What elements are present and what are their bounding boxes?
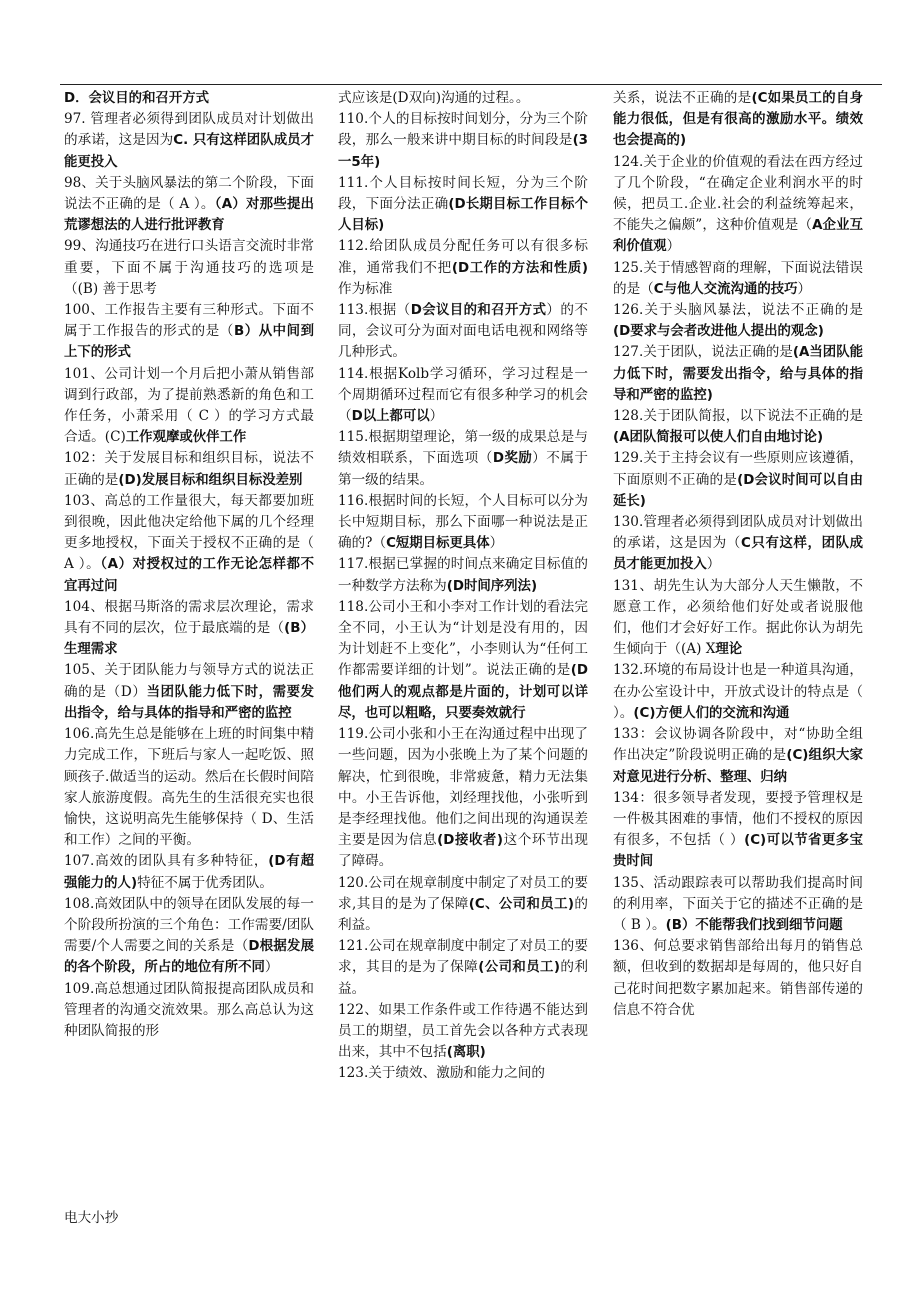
question-text: 107.高效的团队具有多种特征，	[64, 853, 269, 870]
question-text: 的利益。	[338, 895, 588, 933]
answer-text: (C)组织大家对意见进行分析、整理、归纳	[613, 748, 863, 785]
question-text: 115.根据期望理论，第一级的成果总是与绩效相联系，下面选项（	[338, 429, 588, 467]
answer-text: C只有这样，团队成员才能更加投入	[613, 536, 864, 573]
question-text: 113.根据（	[338, 302, 411, 319]
question-item	[64, 236, 314, 300]
answer-text: （A）对那些提出荒谬想法的人进行批评教育	[64, 197, 314, 234]
question-text: ）	[666, 238, 681, 255]
question-text: 120.公司在规章制度中制定了对员工的要求,其目的是为了保障	[338, 874, 588, 912]
question-item	[613, 660, 863, 724]
question-item	[64, 491, 314, 597]
question-text: ）	[264, 959, 279, 976]
question-text: ）	[489, 535, 504, 552]
question-item	[613, 258, 863, 300]
question-text: ）	[706, 556, 721, 573]
answer-text: (A当团队能力低下时，需要发出指令，给与具体的指导和严密的监控)	[613, 345, 863, 403]
question-item	[613, 788, 863, 873]
question-item	[338, 724, 588, 872]
question-text: 129.关于主持会议有一些原则应该遵循，下面原则不正确的是	[613, 450, 863, 488]
question-text: 119.公司小张和小王在沟通过程中出现了一些问题，因为小张晚上为了某个问题的解决，忙到很晚，非常疲惫，精力无法集中。小王告诉他，刘经理找他，小张听到是李经理找他。他们之间出现的沟通误差主要是因为信息	[338, 726, 588, 849]
question-text: 124.关于企业的价值观的看法在西方经过了几个阶段，“在确定企业利润水平的时候，把员工.企业.社会的利益统筹起来，不能失之偏颇”，这种价值观是（	[613, 153, 863, 234]
answer-text: (离职)	[446, 1045, 486, 1061]
question-item	[64, 173, 314, 237]
answer-text: 当团队能力低下时，需要发出指令，给与具体的指导和严密的监控	[64, 684, 315, 721]
question-item	[613, 88, 863, 152]
question-item	[338, 597, 588, 724]
question-text: 131、胡先生认为大部分人天生懒散，不愿意工作，必须给他们好处或者说服他们，他们才会好好工作。据此你认为胡先生倾向于（(A) X	[613, 577, 863, 658]
question-text: 116.根据时间的长短，个人目标可以分为长中短期目标，那么下面哪一种说法是正确的?（	[338, 492, 588, 552]
answer-text: B）从中间到上下的形式	[64, 324, 314, 361]
answer-text: (3一5年)	[338, 133, 588, 170]
answer-text: (C、公司和员工)	[468, 896, 574, 912]
question-text: 133：会议协调各阶段中，对“协助全组作出决定”阶段说明正确的是	[613, 726, 863, 764]
question-item	[338, 364, 588, 428]
footer-text: 电大小抄	[64, 1210, 119, 1226]
question-item	[338, 936, 588, 1000]
question-text: 109.高总想通过团队简报提高团队成员和管理者的沟通交流效果。那么高总认为这种团队简报的形	[64, 980, 314, 1039]
question-text: 117.根据已掌握的时间点来确定目标值的一种数学方法称为	[338, 556, 588, 594]
question-item	[64, 660, 314, 724]
question-text: 135、活动跟踪表可以帮助我们提高时间的利用率，下面关于它的描述不正确的是（ B ）。	[613, 874, 863, 933]
answer-text: (D有超强能力的人)	[64, 854, 314, 891]
question-item	[64, 88, 314, 109]
question-text: 136、何总要求销售部给出每月的销售总额，但收到的数据却是每周的，他只好自己花时间把数字累加起来。销售部传递的信息不符合优	[613, 938, 863, 1018]
question-item	[64, 300, 314, 364]
question-item	[613, 576, 863, 661]
question-text: 112.给团队成员分配任务可以有很多标准，通常我们不把	[338, 238, 588, 276]
answer-text: D．会议目的和召开方式	[64, 91, 210, 106]
question-text: 102：关于发展目标和组织目标，说法不正确的是	[64, 450, 314, 488]
question-item	[64, 448, 314, 490]
column-1	[64, 88, 314, 1042]
answer-text: D以上都可以	[351, 409, 430, 425]
column-3	[613, 88, 863, 1021]
question-item	[613, 936, 863, 1021]
question-text: 101、公司计划一个月后把小萧从销售部调到行政部，为了提前熟悉新的角色和工作任务，小萧采用（ C ）的学习方式最合适。(C)	[64, 365, 314, 446]
question-text: 103、高总的工作量很大，每天都要加班到很晚，因此他决定给他下属的几个经理更多地授权，下面关于授权不正确的是（ A ）。	[64, 492, 314, 573]
question-text: 111.个人目标按时间长短，分为三个阶段，下面分法正确	[338, 174, 588, 213]
question-text: ）不属于第一级的结果。	[338, 450, 589, 488]
answer-text: D根据发展的各个阶段，所占的地位有所不同	[64, 939, 314, 976]
answer-text: (D长期目标工作目标个人目标)	[338, 197, 588, 234]
answer-text: (C)方便人们的交流和沟通	[633, 705, 790, 721]
question-text: 这个环节出现了障碍。	[338, 832, 589, 870]
answer-text: (D时间序列法)	[446, 578, 538, 594]
answer-text: (D要求与会者改进他人提出的观念)	[613, 324, 824, 340]
answer-text: D奖励	[492, 451, 533, 467]
answer-text: 理论	[715, 642, 743, 658]
question-item	[64, 364, 314, 449]
question-item	[338, 554, 588, 596]
question-text: 105、关于团队能力与领导方式的说法正确的是（D）	[64, 662, 314, 700]
answer-text: (A团队简报可以使人们自由地讨论)	[613, 430, 824, 446]
question-text: 114.根据Kolb学习循环，学习过程是一个周期循环过程而它有很多种学习的机会（	[338, 365, 588, 425]
question-item	[613, 300, 863, 342]
question-text: 97. 管理者必须得到团队成员对计划做出的承诺，这是因为	[64, 111, 314, 149]
answer-text: (C如果员工的自身能力很低，但是有很高的激励水平。绩效也会提高的)	[613, 91, 863, 149]
answer-text: (B）不能帮我们找到细节问题	[665, 917, 843, 933]
question-text: 104、根据马斯洛的需求层次理论，需求具有不同的层次，位于最底端的是（	[64, 598, 314, 637]
question-item	[613, 406, 863, 448]
answer-text: (D会议时间可以自由延长)	[613, 472, 863, 509]
answer-text: (D工作的方法和性质)	[451, 260, 589, 276]
question-text: 121.公司在规章制度中制定了对员工的要求，其目的是为了保障	[338, 938, 588, 976]
question-text: 作为标准	[338, 280, 393, 297]
question-item	[338, 300, 588, 364]
question-item	[613, 448, 863, 512]
question-item	[338, 88, 588, 109]
column-2	[338, 88, 588, 1085]
answer-text: (B）生理需求	[64, 621, 315, 658]
question-text: 132.环境的布局设计也是一种道具沟通，在办公室设计中，开放式设计的特点是（ ）。	[613, 662, 863, 721]
question-text: 特征不属于优秀团队。	[137, 874, 274, 891]
header-rule	[60, 84, 882, 85]
question-item	[338, 236, 588, 300]
question-text: 126.关于头脑风暴法，说法不正确的是	[613, 302, 863, 319]
question-text: 127.关于团队，说法正确的是	[613, 344, 793, 361]
question-item	[613, 342, 863, 406]
answer-text: C. 只有这样团队成员才能更投入	[64, 133, 314, 170]
answer-text: C与他人交流沟通的技巧	[653, 281, 798, 297]
question-item	[613, 152, 863, 258]
question-item	[338, 1000, 588, 1064]
answer-text: (公司和员工)	[478, 960, 560, 976]
answer-text: D会议目的和召开方式	[410, 303, 547, 319]
answer-text: (C)可以节省更多宝贵时间	[613, 833, 863, 870]
answer-text: (D)发展目标和组织目标没差别	[118, 472, 303, 488]
question-item	[64, 597, 314, 661]
question-item	[64, 851, 314, 893]
question-text: 125.关于情感智商的理解，下面说法错误的是（	[613, 259, 863, 297]
answer-text: (D他们两人的观点都是片面的，计划可以详尽，也可以粗略，只要奏效就行	[338, 663, 588, 721]
question-text: 99、沟通技巧在进行口头语言交流时非常重要，下面不属于沟通技巧的选项是（(B) 善于思考	[64, 238, 314, 297]
question-item	[613, 873, 863, 937]
question-text: ）	[797, 280, 812, 297]
question-item	[338, 109, 588, 173]
question-text: 128.关于团队简报，以下说法不正确的是	[613, 408, 863, 425]
question-item	[338, 491, 588, 555]
answer-text: C短期目标更具体	[386, 536, 490, 552]
question-text: 100、工作报告主要有三种形式。下面不属于工作报告的形式的是（	[64, 302, 314, 340]
question-item	[338, 173, 588, 237]
question-text: ）	[429, 408, 444, 425]
question-text: 98、关于头脑风暴法的第二个阶段，下面说法不正确的是（ A ）。	[64, 174, 314, 213]
question-item	[613, 512, 863, 576]
question-item	[64, 979, 314, 1043]
question-item	[338, 873, 588, 937]
question-text: 123.关于绩效、激励和能力之间的	[338, 1065, 545, 1082]
question-item	[613, 724, 863, 788]
question-text: 的利益。	[338, 959, 588, 997]
question-text: 122、如果工作条件或工作待遇不能达到员工的期望，员工首先会以各种方式表现出来，其中不包括	[338, 1001, 588, 1061]
answer-text: A企业互利价值观	[613, 218, 863, 255]
question-item	[64, 109, 314, 173]
question-item	[338, 1063, 588, 1084]
answer-text: 工作观摩或伙伴工作	[125, 430, 247, 446]
question-item	[338, 427, 588, 491]
question-text: 关系，说法不正确的是	[613, 90, 752, 106]
question-text: 式应该是(D双向)沟通的过程。。	[338, 90, 530, 106]
answer-text: （A）对授权过的工作无论怎样都不宜再过问	[64, 557, 314, 594]
question-item	[64, 894, 314, 979]
question-text: ）的不同，会议可分为面对面电话电视和网络等几种形式。	[338, 302, 588, 361]
question-text: 134：很多领导者发现，要授予管理权是一件极其困难的事情，他们不授权的原因有很多，不包括（ ）	[613, 789, 863, 849]
question-text: 108.高效团队中的领导在团队发展的每一个阶段所扮演的三个角色：工作需要/团队需要/个人需要之间的关系是（	[64, 895, 314, 955]
answer-text: (D接收者)	[437, 833, 503, 849]
question-text: 130.管理者必须得到团队成员对计划做出的承诺，这是因为（	[613, 514, 863, 552]
question-text: 106.高先生总是能够在上班的时间集中精力完成工作，下班后与家人一起吃饭、照顾孩子.做适当的运动。然后在长假时间陪家人旅游度假。高先生的生活很充实也很愉快，这说明高先生能够保持（ D、生活和工作）之间的平衡。	[64, 726, 314, 849]
question-item	[64, 724, 314, 851]
question-text: 110.个人的目标按时间划分，分为三个阶段，那么一般来讲中期目标的时间段是	[338, 111, 588, 149]
question-text: 118.公司小王和小李对工作计划的看法完全不同，小王认为“计划是没有用的，因为计划赶不上变化”，小李则认为“任何工作都需要详细的计划”。说法正确的是	[338, 598, 588, 679]
